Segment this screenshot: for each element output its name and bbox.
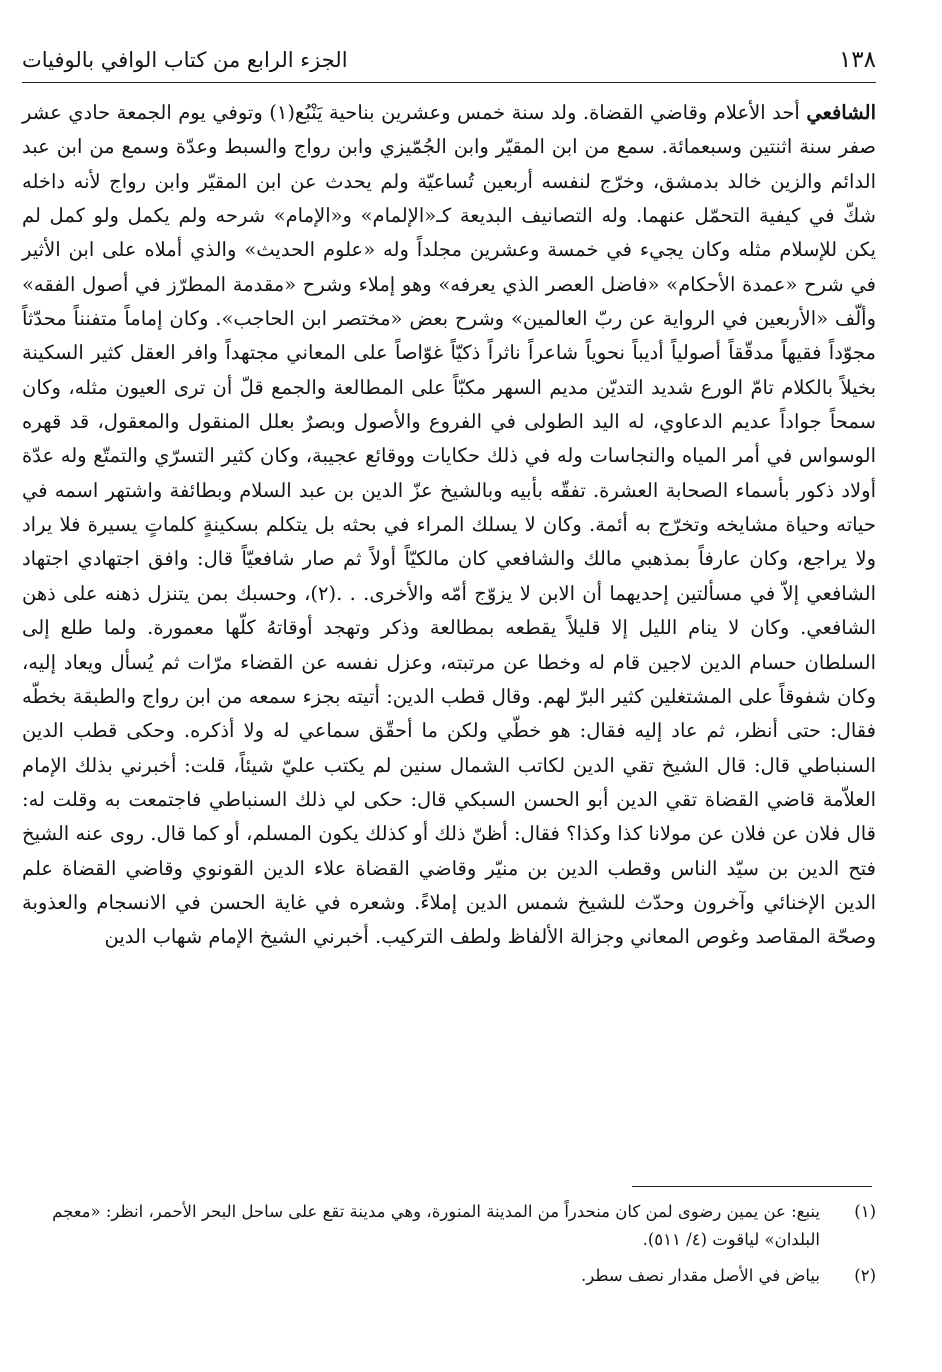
body-text: أحد الأعلام وقاضي القضاة. ولد سنة خمس وعشرين بناحية يَنْبُع(١) وتوفي يوم الجمعة حادي عشر صفر سنة اثنتين وسبعمائة. سمع من ابن المقيّر وابن الجُمّيزي وابن رواج والسبط وعدّة وسمع من ابن عبد الدائم والزين خالد بدمشق، وخرّج لنفسه أربعين تُساعيّة ولم يحدث عن ابن المقيّر وابن رواج لأنه داخله شكّ في كيفية التحمّل عنهما. وله التصانيف البديعة كـ«الإلمام» و«الإمام» شرحه ولم يكمل ولو كمل لم يكن للإسلام مثله وكان يجيء في خمسة وعشرين مجلداً وله «علوم الحديث» والذي أملاه على ابن الأثير في شرح «عمدة الأحكام» «فاضل العصر الذي يعرفه» وهو إملاء وشرح «مقدمة المطرّز في أصول الفقه» وألّف «الأربعين في الرواية عن ربّ العالمين» وشرح بعض «مختصر ابن الحاجب». وكان إماماً متفنناً محدّثاً مجوّداً فقيهاً مدقّقاً أصولياً أديباً نحوياً شاعراً ناثراً ذكيّاً غوّاصاً على المعاني مجتهداً وافر العقل كثير السكينة بخيلاً بالكلام تامّ الورع شديد التديّن مديم السهر مكبّاً على المطالعة والجمع قلّ أن ترى العيون مثله، وكان سمحاً جواداً عديم الدعاوي، له اليد الطولى في الفروع والأصول وبصرٌ بعلل المنقول والمعقول، قد قهره الوسواس في أمر المياه والنجاسات وله في ذلك حكايات ووقائع عجيبة، وكان كثير التسرّي والتمتّع وله عدّة أولاد ذكور بأسماء الصحابة العشرة. تفقّه بأبيه وبالشيخ عزّ الدين بن عبد السلام وبطائفة واشتهر اسمه في حياته وحياة مشايخه وتخرّج به أئمة. وكان لا يسلك المراء في بحثه بل يتكلم بسكينةٍ كلماتٍ يسيرة فلا يراد ولا يراجع، وكان عارفاً بمذهبي مالك والشافعي كان مالكيّاً أولاً ثم صار شافعيّاً قال: وافق اجتهادي اجتهاد الشافعي إلاّ في مسألتين إحديهما أن الابن لا يزوّج أمّه والأخرى. . .(٢)، وحسبك بمن يتنزل ذهنه على ذهن الشافعي. وكان لا ينام الليل إلا قليلاً يقطعه بمطالعة وذكر وتهجد أوقاتهُ كلّها معمورة. ولما طلع إلى السلطان حسام الدين لاجين قام له وخطا عن مرتبته، وعزل نفسه عن القضاء مرّات ثم يُسأل ويعاد إليه، وكان شفوقاً على المشتغلين كثير البرّ لهم. وقال قطب الدين: أتيته بجزء سمعه من ابن رواج والطبقة بخطّه فقال: حتى أنظر، ثم عاد إليه فقال: هو خطّي ولكن ما أحقّق سماعي له ولا أذكره. وحكى قطب الدين السنباطي قال: قال الشيخ تقي الدين لكاتب الشمال سنين لم يكتب عليّ شيئاً، قلت: أخبرني بذلك الإمام العلاّمة قاضي القضاة تقي الدين أبو الحسن السبكي قال: حكى لي ذلك السنباطي فاجتمعت به وقلت له: قال فلان عن فلان عن مولانا كذا وكذا؟ فقال: أظنّ ذلك أو كذلك يكون المسلم، أو كما قال. روى عنه الشيخ فتح الدين بن سيّد الناس وقطب الدين بن منيّر وقاضي القضاة علاء الدين القونوي وقاضي القضاة علم الدين الإخنائي وآخرون وحدّث للشيخ شمس الدين إملاءً. وشعره في غاية الحسن في الانسجام والعذوبة وصحّة المقاصد وغوص المعاني وجزالة الألفاظ ولطف التركيب. أخبرني الشيخ الإمام شهاب الدين — [22, 101, 877, 949]
header-divider — [22, 82, 876, 83]
footnote-text: ينبع: عن يمين رضوى لمن كان منحدراً من المدينة المنورة، وهي مدينة تقع على ساحل البحر الأحمر، انظر: «معجم البلدان» لياقوت (٤/ ٥١١). — [52, 1202, 820, 1249]
footnote-divider — [632, 1186, 872, 1187]
footnote-text: بياض في الأصل مقدار نصف سطر. — [580, 1266, 820, 1285]
footnote — [22, 1198, 876, 1254]
footnote-number: (٢) — [854, 1266, 876, 1285]
body-paragraph — [22, 96, 876, 955]
footnotes — [22, 1198, 876, 1298]
footnote — [22, 1262, 876, 1290]
page-header — [22, 40, 876, 80]
entry-name: الشافعي — [806, 101, 876, 124]
footnote-number: (١) — [854, 1202, 876, 1221]
running-title: الجزء الرابع من كتاب الوافي بالوفيات — [22, 48, 348, 72]
page-number: ١٣٨ — [838, 47, 876, 73]
